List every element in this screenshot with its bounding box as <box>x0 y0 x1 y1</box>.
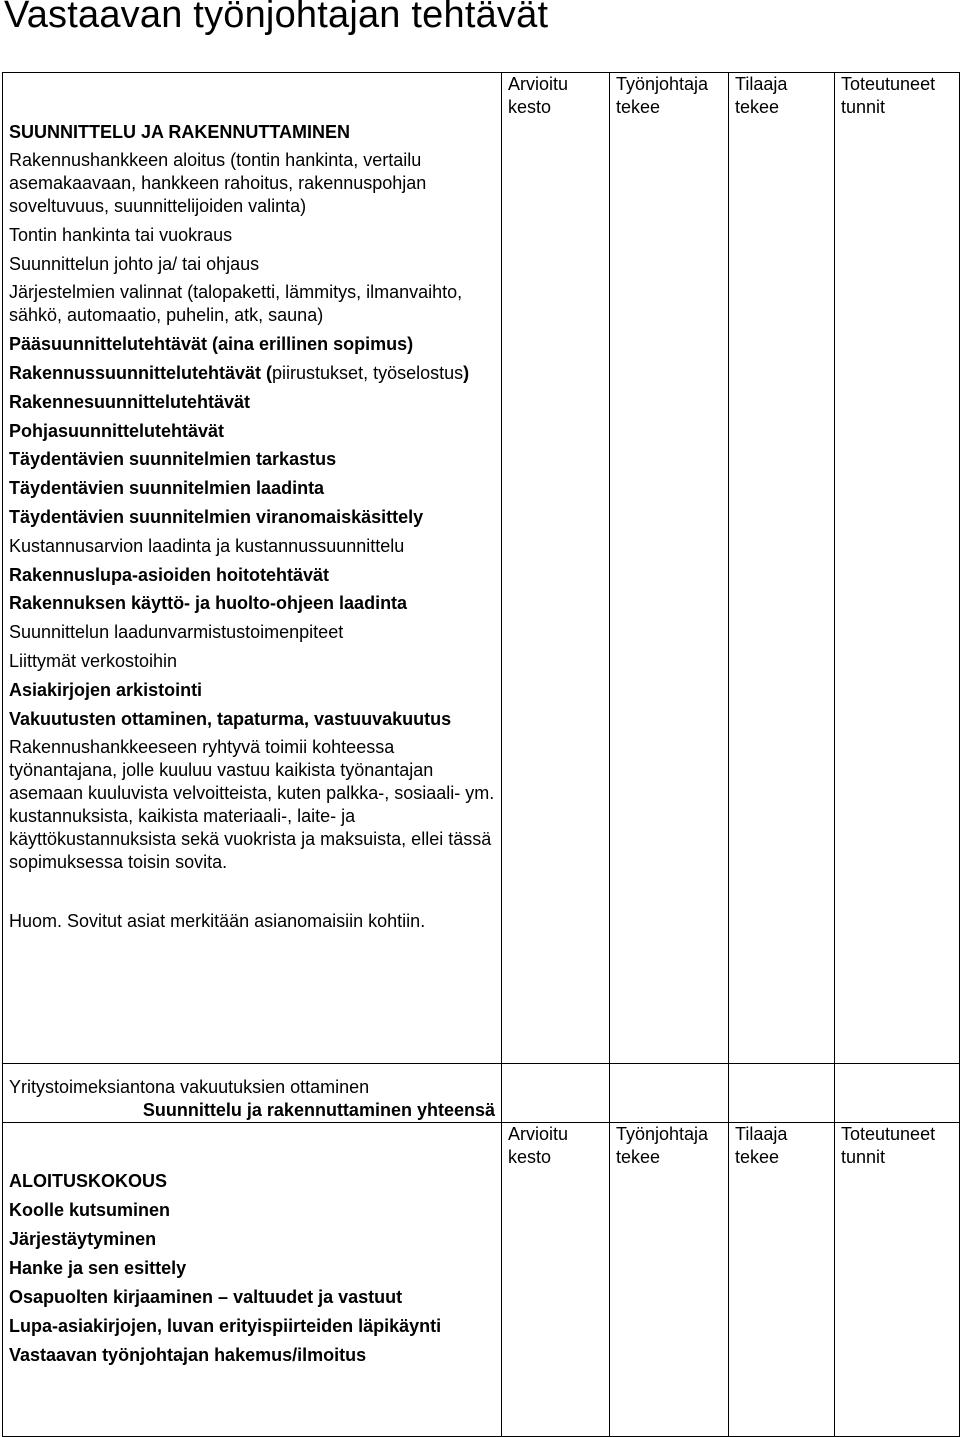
task-item: Tontin hankinta tai vuokraus <box>9 224 233 245</box>
task-item: Hanke ja sen esittely <box>9 1258 187 1278</box>
column-header-estimate: Arvioitu kesto <box>502 1123 610 1437</box>
total-label: Suunnittelu ja rakennuttaminen yhteensä <box>142 1100 495 1120</box>
insurance-cell-hours <box>835 1064 960 1123</box>
task-item: Osapuolten kirjaaminen – valtuudet ja vastuut <box>9 1287 403 1307</box>
column-header-supervisor: Työnjohtaja tekee <box>610 73 729 1064</box>
task-item: Pääsuunnittelutehtävät (aina erillinen sopimus) <box>9 334 414 355</box>
task-item: Rakennesuunnittelutehtävät <box>9 391 251 412</box>
insurance-cell-supervisor <box>610 1064 729 1123</box>
column-header-supervisor: Työnjohtaja tekee <box>610 1123 729 1437</box>
task-item: Suunnittelun laadunvarmistustoimenpiteet <box>9 622 344 643</box>
task-item: Lupa-asiakirjojen, luvan erityispiirteiden läpikäynti <box>9 1316 442 1336</box>
tasks-table-planning <box>2 72 960 1123</box>
task-item: Täydentävien suunnitelmien tarkastus <box>9 449 337 470</box>
task-item: Liittymät verkostoihin <box>9 650 178 671</box>
task-item: Suunnittelun johto ja/ tai ohjaus <box>9 253 260 274</box>
task-item: Rakennushankkeen aloitus (tontin hankinta, vertailu asemakaavaan, hankkeen rahoitus, rakennuspohjan soveltuvuus, suunnittelijoiden valinta) <box>9 150 427 216</box>
insurance-row <box>3 1064 502 1123</box>
insurance-cell-client <box>729 1064 835 1123</box>
task-list <box>9 1199 495 1367</box>
task-item: Täydentävien suunnitelmien laadinta <box>9 478 325 499</box>
task-item: Rakennuslupa-asioiden hoitotehtävät <box>9 564 330 585</box>
task-item <box>9 362 495 385</box>
task-item: Vastaavan työnjohtajan hakemus/ilmoitus <box>9 1345 367 1365</box>
section-heading: SUUNNITTELU JA RAKENNUTTAMINEN <box>9 122 350 142</box>
task-item: Täydentävien suunnitelmien viranomaiskäsittely <box>9 506 424 527</box>
task-item: Järjestelmien valinnat (talopaketti, lämmitys, ilmanvaihto, sähkö, automaatio, puhelin, atk, sauna) <box>9 282 463 326</box>
column-header-hours: Toteutuneet tunnit <box>835 1123 960 1437</box>
task-item-bold-part: ) <box>463 362 470 383</box>
task-item: Vakuutusten ottaminen, tapaturma, vastuuvakuutus <box>9 708 452 729</box>
task-item-bold-part: Rakennussuunnittelutehtävät ( <box>9 362 273 383</box>
task-item: Kustannusarvion laadinta ja kustannussuunnittelu <box>9 535 405 556</box>
task-item: Asiakirjojen arkistointi <box>9 679 203 700</box>
column-header-client: Tilaaja tekee <box>729 73 835 1064</box>
task-item: Koolle kutsuminen <box>9 1200 171 1220</box>
insurance-cell-estimate <box>502 1064 610 1123</box>
task-cell <box>3 73 502 1064</box>
task-item-normal-part: piirustukset, työselostus <box>272 362 464 383</box>
task-list <box>9 149 495 874</box>
column-header-hours: Toteutuneet tunnit <box>835 73 960 1064</box>
note-text: Huom. Sovitut asiat merkitään asianomaisiin kohtiin. <box>9 911 426 932</box>
section-heading: ALOITUSKOKOUS <box>9 1171 168 1191</box>
column-header-client: Tilaaja tekee <box>729 1123 835 1437</box>
task-item: Rakennuksen käyttö- ja huolto-ohjeen laadinta <box>9 593 408 614</box>
task-item: Järjestäytyminen <box>9 1229 157 1249</box>
tasks-table-kickoff <box>2 1122 960 1437</box>
column-header-estimate: Arvioitu kesto <box>502 73 610 1064</box>
task-item: Rakennushankkeeseen ryhtyvä toimii kohteessa työnantajana, jolle kuuluu vastuu kaikista työnantajan asemaan kuuluvista velvoitteista, kuten palkka-, sosiaali- ym. kustannuksista, kaikista materiaali-, laite- ja käyttökustannuksista sekä vuokrista ja maksuista, ellei tässä sopimuksessa toisin sovita. <box>9 737 495 873</box>
insurance-label: Yritystoimeksiantona vakuutuksien ottaminen <box>9 1077 370 1097</box>
task-item: Pohjasuunnittelutehtävät <box>9 420 225 441</box>
page-title: Vastaavan työnjohtajan tehtävät <box>4 0 549 36</box>
task-cell <box>3 1123 502 1437</box>
